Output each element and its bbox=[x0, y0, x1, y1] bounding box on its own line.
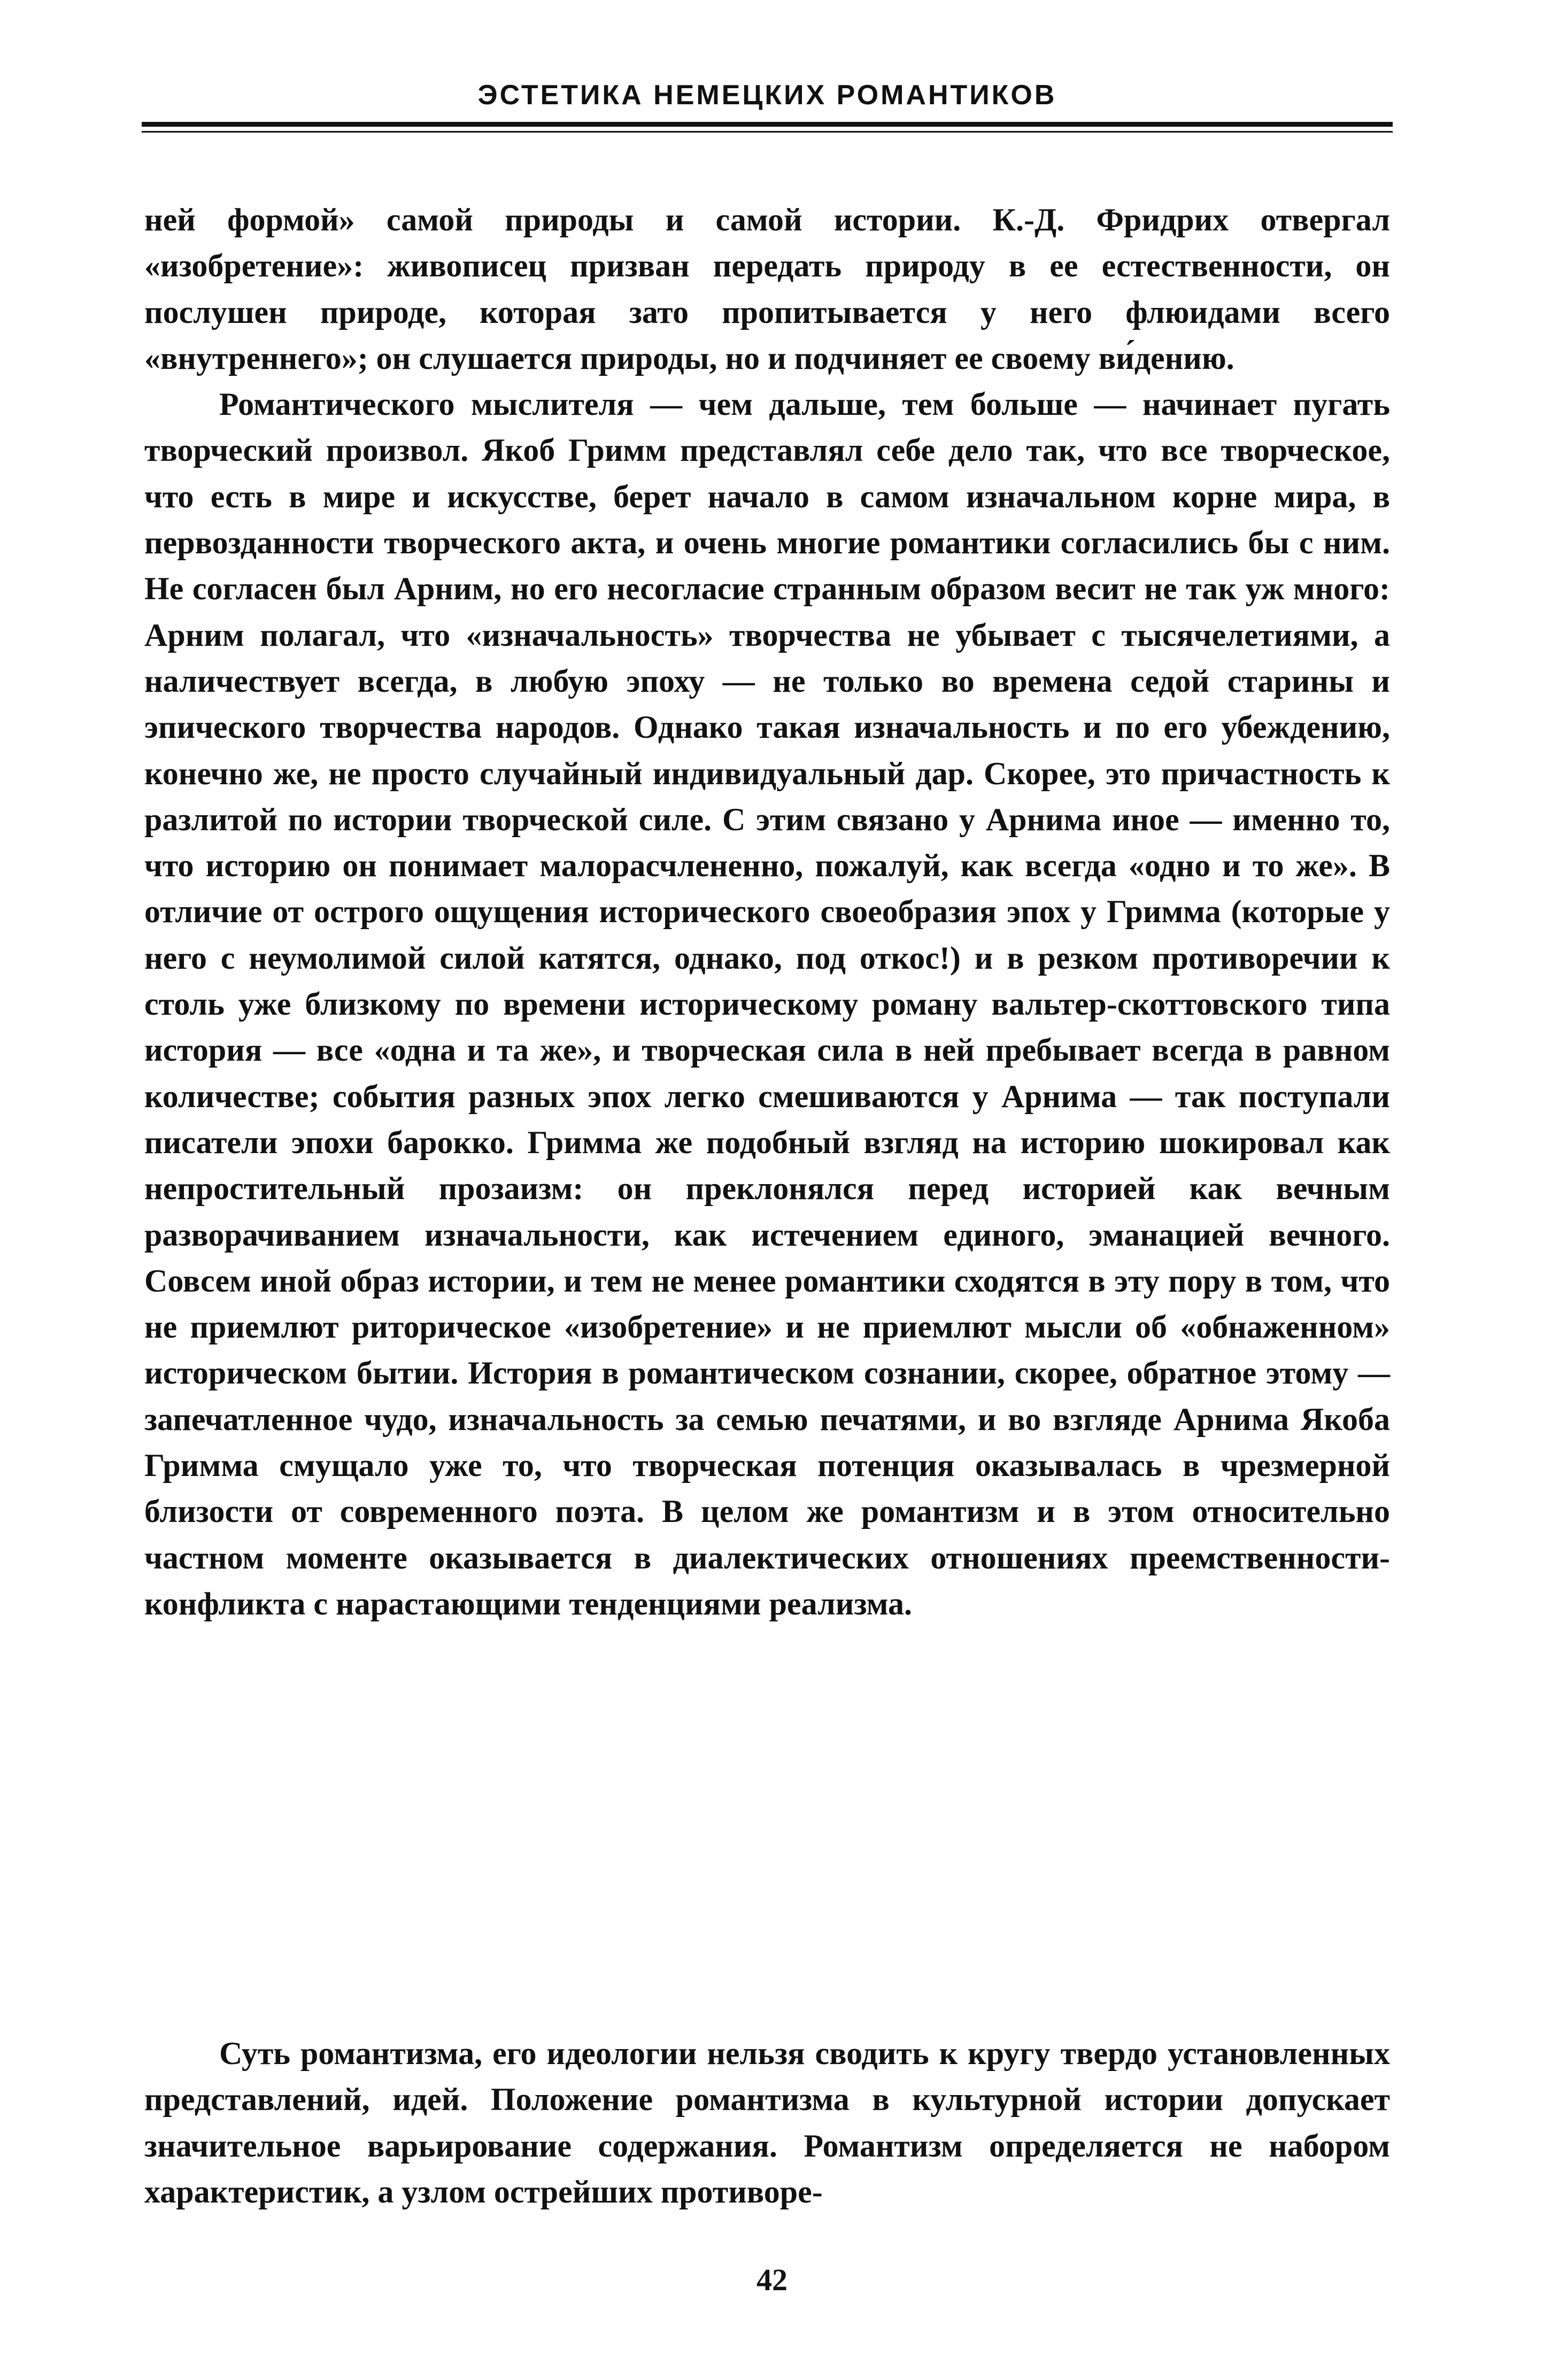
header-rule-thin bbox=[142, 131, 1393, 133]
paragraph-continued: ней формой» самой природы и самой истории. К.-Д. Фридрих отвергал «изобретение»: живописец призван передать природу в ее естественности, он послушен природе, которая зато пропитывается у него флюидами всего «внутреннего»; он слушается природы, но и подчиняет ее своему ви́дению. bbox=[144, 202, 1390, 376]
page-number: 42 bbox=[756, 2262, 788, 2297]
running-head: ЭСТЕТИКА НЕМЕЦКИХ РОМАНТИКОВ bbox=[477, 80, 1057, 111]
paragraph-romantic-thinker: Романтического мыслителя — чем дальше, тем больше — начинает пугать творческий произвол. Якоб Гримм представлял себе дело так, что все творческое, что есть в мире и искусстве, берет начало в самом изначальном корне мира, в первозданности творческого акта, и очень многие романтики согласились бы с ним. Не согласен был Арним, но его несогласие странным образом весит не так уж много: Арним полагал, что «изначальность» творчества не убывает с тысячелетиями, а наличествует всегда, в любую эпоху — не только во времена седой старины и эпического творчества народов. Однако такая изначальность и по его убеждению, конечно же, не просто случайный индивидуальный дар. Скорее, это причастность к разлитой по истории творческой силе. С этим связано у Арнима иное — именно то, что историю он понимает малорасчлененно, пожалуй, как всегда «одно и то же». В отличие от острого ощущения исторического своеобразия эпох у Гримма (которые у него с неумолимой силой катятся, однако, под откос!) и в резком противоречии к столь уже близкому по времени историческому роману вальтер-скоттовского типа история — все «одна и та же», и творческая сила в ней пребывает всегда в равном количестве; события разных эпох легко смешиваются у Арнима — так поступали писатели эпохи барокко. Гримма же подобный взгляд на историю шокировал как непростительный прозаизм: он преклонялся перед историей как вечным разворачиванием изначальности, как истечением единого, эманацией вечного. Совсем иной образ истории, и тем не менее романтики сходятся в эту пору в том, что не приемлют риторическое «изобретение» и не приемлют мысли об «обнаженном» историческом бытии. История в романтическом сознании, скорее, обратное этому — запечатленное чудо, изначальность за семью печатями, и во взгляде Арнима Якоба Гримма смущало уже то, что творческая потенция оказывалась в чрезмерной близости от современного поэта. В целом же романтизм и в этом относительно частном моменте оказывается в диалектических отношениях преемственности-конфликта с нарастающими тенденциями реализма. bbox=[144, 387, 1390, 1621]
paragraph-essence-of-romanticism: Суть романтизма, его идеологии нельзя сводить к кругу твердо установленных представлений, идей. Положение романтизма в культурной истории допускает значительное варьирование содержания. Романтизм определяется не набором характеристик, а узлом острейших противоре- bbox=[144, 2036, 1390, 2209]
main-text-block bbox=[144, 197, 1390, 1627]
header-rule-thick bbox=[142, 122, 1393, 127]
section-text-block bbox=[144, 2030, 1390, 2215]
